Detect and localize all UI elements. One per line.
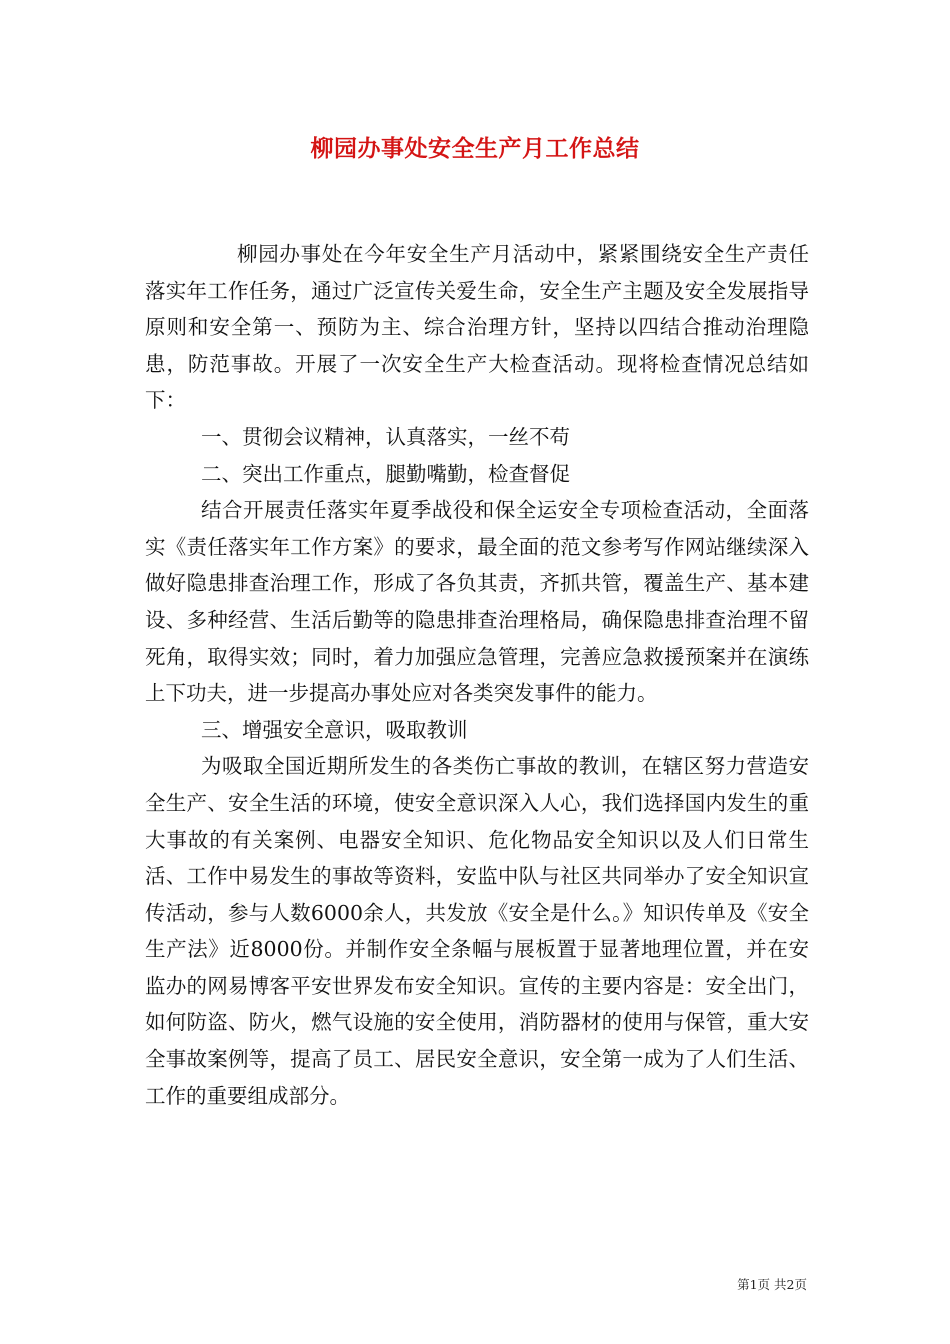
document-title: 柳园办事处安全生产月工作总结 (310, 136, 640, 162)
section-2-paragraph: 结合开展责任落实年夏季战役和保全运安全专项检查活动，全面落实《责任落实年工作方案》的要求，最全面的范文参考写作网站继续深入做好隐患排查治理工作，形成了各负其责，齐抓共管，覆盖生产、基本建设、多种经营、生活后勤等的隐患排查治理格局，确保隐患排查治理不留死角，取得实效；同时，着力加强应急管理，完善应急救援预案并在演练上下功夫，进一步提高办事处应对各类突发事件的能力。 (145, 498, 809, 706)
section-heading-3: 三、增强安全意识，吸取教训 (201, 717, 468, 742)
intro-paragraph: 柳园办事处在今年安全生产月活动中，紧紧围绕安全生产责任落实年工作任务，通过广泛宣传关爱生命，安全生产主题及安全发展指导原则和安全第一、预防为主、综合治理方针，坚持以四结合推动治理隐患，防范事故。开展了一次安全生产大检查活动。现将检查情况总结如下： (145, 242, 809, 413)
document-body (145, 236, 809, 1114)
page-number-footer: 第1页 共2页 (737, 1277, 807, 1292)
section-heading-1: 一、贯彻会议精神，认真落实，一丝不苟 (201, 424, 570, 449)
section-3-paragraph: 为吸取全国近期所发生的各类伤亡事故的教训，在辖区努力营造安全生产、安全生活的环境，使安全意识深入人心，我们选择国内发生的重大事故的有关案例、电器安全知识、危化物品安全知识以及人们日常生活、工作中易发生的事故等资料，安监中队与社区共同举办了安全知识宣传活动，参与人数6000余人，共发放《安全是什么。》知识传单及《安全生产法》近8000份。并制作安全条幅与展板置于显著地理位置，并在安监办的网易博客平安世界发布安全知识。宣传的主要内容是：安全出门，如何防盗、防火，燃气设施的安全使用，消防器材的使用与保管，重大安全事故案例等，提高了员工、居民安全意识，安全第一成为了人们生活、工作的重要组成部分。 (145, 754, 809, 1108)
section-heading-2: 二、突出工作重点，腿勤嘴勤，检查督促 (201, 461, 570, 486)
